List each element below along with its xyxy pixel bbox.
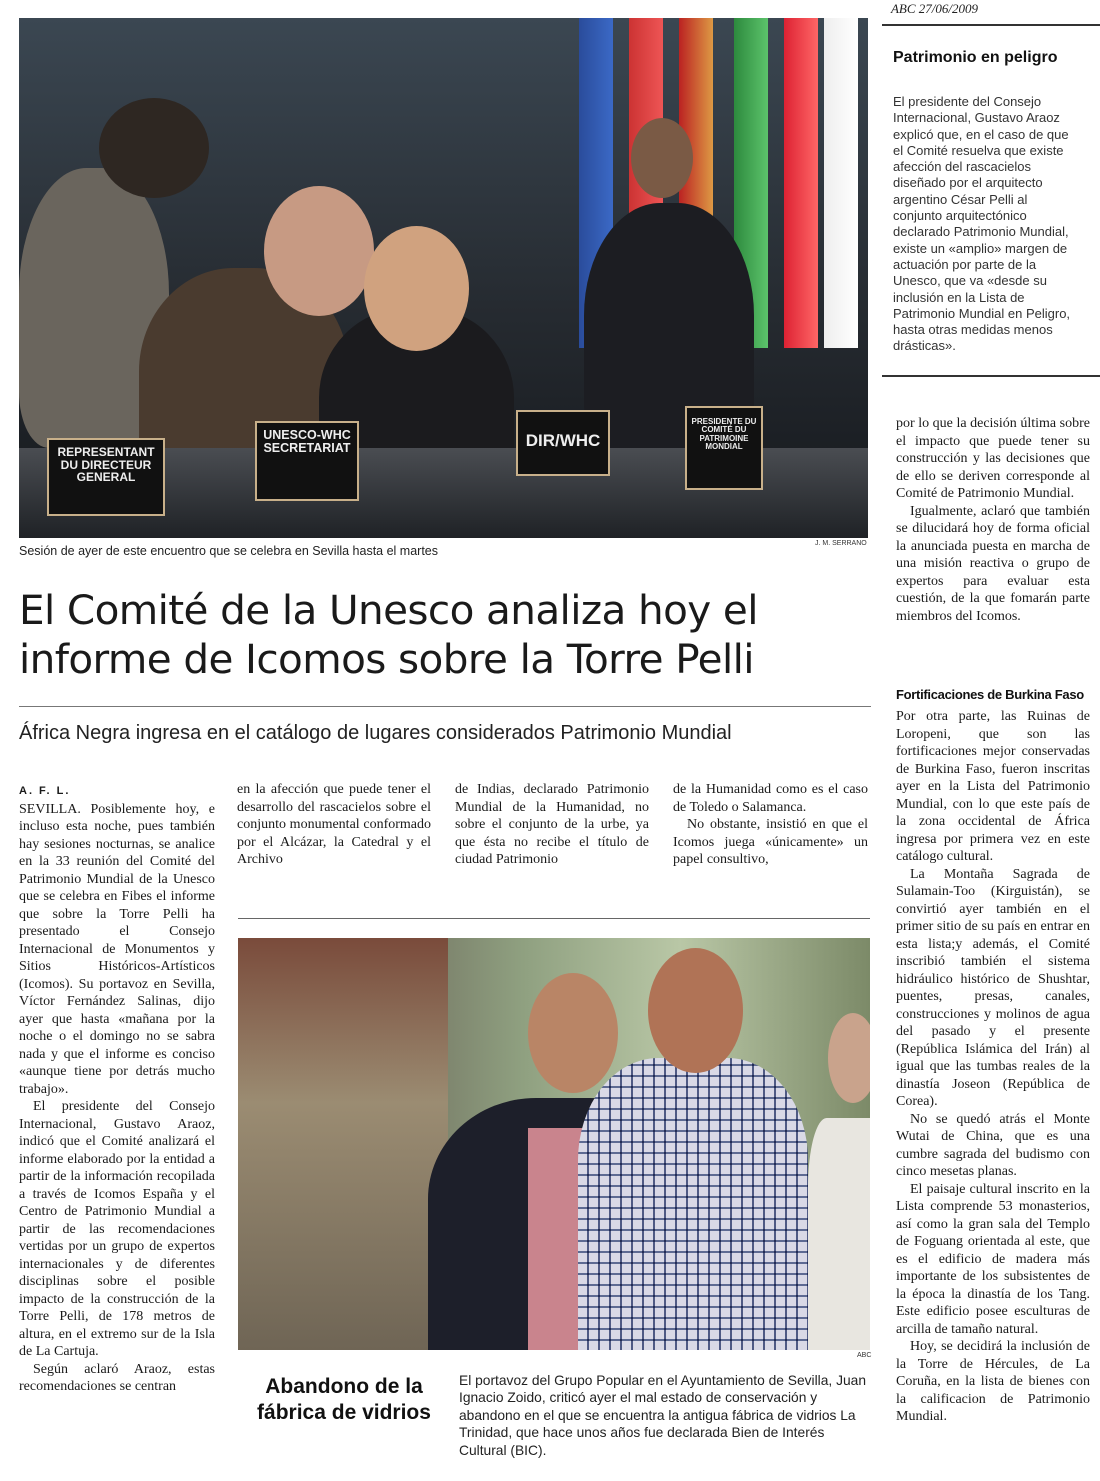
main-photo (19, 18, 868, 538)
paragraph: por lo que la decisión última sobre el impacto que puede tener su construcción y las decisiones que de ello se deriven corresponde al Comité de Patrimonio Mundial. (896, 416, 1090, 501)
brick-wall (238, 938, 448, 1350)
right-column-top (896, 415, 1090, 625)
headline-line: El Comité de la Unesco analiza hoy el (19, 586, 758, 634)
photo-box-text: El portavoz del Grupo Popular en el Ayuntamiento de Sevilla, Juan Ignacio Zoido, criticó ayer el mal estado de conservación y abandono en el que se encuentra la antigua fábrica de vidrios La Trinidad, que hace unos años fue declarada Bien de Interés Cultural (BIC). (459, 1373, 867, 1458)
paragraph: La Montaña Sagrada de Sulamain-Too (Kirguistán), se convirtió ayer también en el primer sitio de su país en entrar en esta lista;y además, el Comité inscribió también el sistema hidráulico histórico de Shushtar, puentes, presas, canales, construcciones y molinos de agua del pasado y el presente (República Islámica del Irán) al igual que las tumbas reales de la dinastía Joseon (República de Corea). (896, 866, 1090, 1109)
body-column-2 (237, 781, 431, 869)
paragraph: El presidente del Consejo Internacional, Gustavo Araoz, indicó que el Comité analizará el informe elaborado por la entidad a partir de la información recopilada a través de Icomos España y el Centro de Patrimonio Mundial a partir de las recomendaciones vertidas por un grupo de expertos internacionales y de diferentes disciplinas sobre el posible impacto de la construcción de la Torre Pelli, de 178 metros de altura, en el extremo sur de la Isla de La Cartuja. (19, 1099, 215, 1359)
paragraph: Por otra parte, las Ruinas de Loropeni, que son las fortificaciones mejor conservadas de Burkina Faso, fueron inscritas ayer en la Lista del Patrimonio Mundial, con lo que este país de la zona occidental de África ingresa por primera vez en este catálogo cultural. (896, 709, 1090, 864)
dateline: ABC 27/06/2009 (890, 1, 978, 16)
right-column-bottom (896, 708, 1090, 1426)
person-head (264, 186, 374, 316)
section-subtitle: Fortificaciones de Burkina Faso (896, 687, 1084, 702)
nameplate: UNESCO-WHC SECRETARIAT (255, 421, 359, 501)
person-head (828, 1013, 870, 1103)
paragraph: en la afección que puede tener el desarrollo del rascacielos sobre el conjunto monumental conformado por el Alcázar, la Catedral y el Archivo (237, 782, 431, 867)
headline-line: informe de Icomos sobre la Torre Pelli (19, 635, 754, 683)
divider (882, 24, 1100, 26)
checked-shirt (578, 1058, 808, 1350)
flag-shape (784, 18, 818, 348)
paragraph: Hoy, se decidirá la inclusión de la Torre de Hércules, de La Coruña, en la lista de bienes con la calificacion de Patrimonio Mundial. (896, 1339, 1090, 1424)
sidebar-body: El presidente del Consejo Internacional, Gustavo Araoz explicó que, en el caso de que el Comité resuelva que existe afección del rascacielos diseñado por el arquitecto argentino César Pelli al conjunto arquitectónico declarado Patrimonio Mundial, existe un «amplio» margen de actuación por parte de la Unesco, que va «desde su inclusión en la Lista de Patrimonio Mundial en Peligro, hasta otras medidas menos drásticas». (893, 94, 1071, 354)
person-head (631, 118, 693, 198)
paragraph: Según aclaró Araoz, estas recomendaciones se centran (19, 1361, 215, 1394)
person-head (99, 98, 209, 198)
person-silhouette (808, 1118, 870, 1350)
flag-shape (824, 18, 858, 348)
sidebar-title: Patrimonio en peligro (893, 49, 1058, 66)
body-column-3 (455, 781, 649, 869)
bottom-photo (238, 938, 870, 1350)
body-column-1 (19, 783, 215, 1396)
divider (238, 918, 870, 919)
paragraph: Igualmente, aclaró que también se dilucidará hoy de forma oficial la anunciada puesta en marcha de una misión reactiva o grupo de expertos para evaluar esta cuestión, de la que fomarán parte miembros del Icomos. (896, 503, 1090, 624)
paragraph: SEVILLA. Posiblemente hoy, e incluso esta noche, pues también hay sesiones nocturnas, se analice en la 33 reunión del Comité del Patrimonio Mundial de la Unesco que se celebra en Fibes el informe que sobre la Torre Pelli ha presentado el Consejo Internacional de Monumentos y Sitios Históricos-Artísticos (Icomos). Su portavoz en Sevilla, Víctor Fernández Salinas, dijo ayer que hasta «mañana por la noche o el domingo no se sabra nada y que el informe es conciso «aunque tiene por detrás mucho trabajo». (19, 801, 215, 1097)
photo-box-title: Abandono de la fábrica de vidrios (257, 1375, 431, 1424)
paragraph: No se quedó atrás el Monte Wutai de China, que es una cumbre sagrada del budismo con cinco mesetas planas. (896, 1111, 1090, 1179)
subhead: África Negra ingresa en el catálogo de lugares considerados Patrimonio Mundial (19, 722, 732, 744)
paragraph: de la Humanidad como es el caso de Toledo o Salamanca. (673, 782, 868, 815)
photo-caption: Sesión de ayer de este encuentro que se celebra en Sevilla hasta el martes (19, 544, 439, 558)
person-head (528, 973, 618, 1093)
paragraph: No obstante, insistió en que el Icomos juega «únicamente» un papel consultivo, (673, 817, 868, 867)
headline (19, 586, 879, 684)
divider (882, 375, 1100, 377)
paragraph: de Indias, declarado Patrimonio Mundial de la Humanidad, no sobre el conjunto de la urbe, ya que ésta no recibe el título de ciudad Patrimonio (455, 782, 649, 867)
photo-credit: J. M. SERRANO (815, 540, 867, 547)
body-column-4 (673, 781, 868, 869)
paragraph: El paisaje cultural inscrito en la Lista comprende 53 monasterios, así como la gran sala del Templo de Foguang orientada al este, que es el edificio de madera más importante de los subsistentes de la época la dinastía de los Tang. Este edificio posee esculturas de arcilla de tamaño natural. (896, 1181, 1090, 1337)
nameplate: DIR/WHC (516, 410, 610, 476)
person-head (364, 226, 469, 351)
nameplate: PRESIDENTE DU COMITÉ DU PATRIMOINE MONDIAL (685, 406, 763, 490)
divider (19, 706, 871, 707)
byline: A. F. L. (19, 785, 71, 797)
person-head (648, 948, 743, 1073)
nameplate: REPRESENTANT DU DIRECTEUR GENERAL (47, 438, 165, 516)
photo-credit: ABC (857, 1352, 872, 1359)
